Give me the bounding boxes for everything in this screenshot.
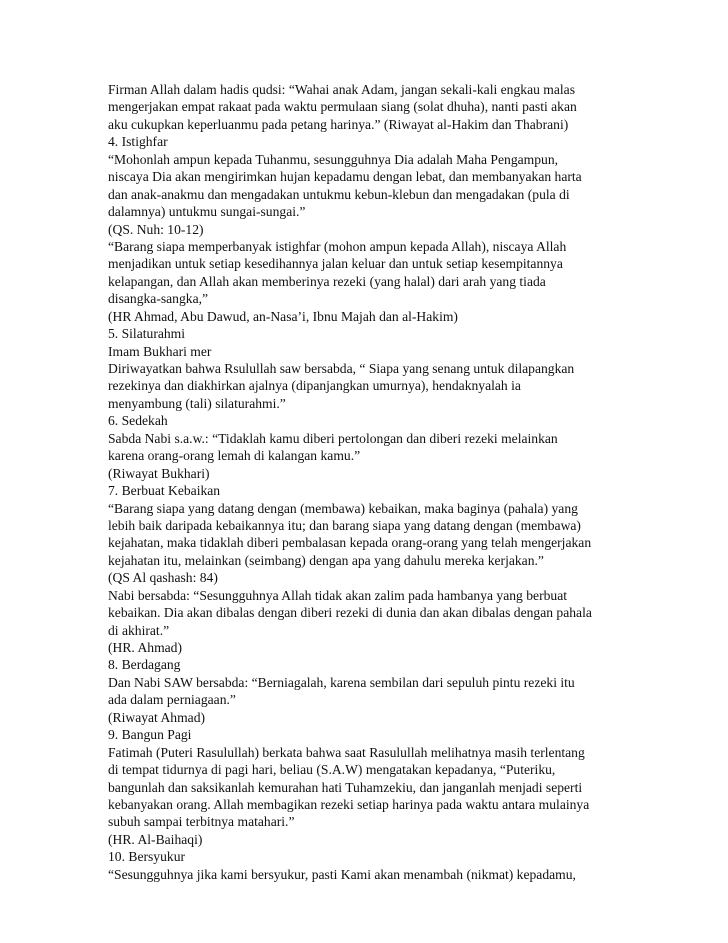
text-line: mengerjakan empat rakaat pada waktu permulaan siang (solat dhuha), nanti pasti akan: [108, 99, 577, 115]
text-line: rezekinya dan diakhirkan ajalnya (dipanjangkan umurnya), hendaknyalah ia: [108, 378, 521, 394]
text-line: 4. Istighfar: [108, 134, 168, 150]
text-line: Sabda Nabi s.a.w.: “Tidaklah kamu diberi pertolongan dan diberi rezeki melainkan: [108, 430, 558, 446]
text-line: niscaya Dia akan mengirimkan hujan kepadamu dengan lebat, dan membanyakan harta: [108, 169, 582, 185]
text-line: 7. Berbuat Kebaikan: [108, 483, 221, 499]
text-line: 9. Bangun Pagi: [108, 727, 192, 743]
text-line: di akhirat.”: [108, 622, 170, 638]
text-line: Dan Nabi SAW bersabda: “Berniagalah, karena sembilan dari sepuluh pintu rezeki itu: [108, 674, 575, 690]
text-line: 6. Sedekah: [108, 413, 168, 429]
text-line: (Riwayat Bukhari): [108, 465, 210, 481]
text-line: “Mohonlah ampun kepada Tuhanmu, sesungguhnya Dia adalah Maha Pengampun,: [108, 151, 559, 167]
text-line: bangunlah dan saksikanlah kemurahan hati Tuhamzekiu, dan janganlah menjadi seperti: [108, 779, 583, 795]
text-line: “Sesungguhnya jika kami bersyukur, pasti Kami akan menambah (nikmat) kepadamu,: [108, 866, 576, 882]
text-line: subuh sampai terbitnya matahari.”: [108, 814, 295, 830]
text-line: kejahatan itu, melainkan (seimbang) dengan apa yang dahulu mereka kerjakan.”: [108, 552, 544, 568]
text-line: menyambung (tali) silaturahmi.”: [108, 395, 286, 411]
text-line: (HR Ahmad, Abu Dawud, an-Nasa’i, Ibnu Majah dan al-Hakim): [108, 308, 458, 324]
text-line: menjadikan untuk setiap kesedihannya jalan keluar dan untuk setiap kesempitannya: [108, 256, 563, 272]
text-line: Imam Bukhari mer: [108, 343, 212, 359]
text-line: Firman Allah dalam hadis qudsi: “Wahai anak Adam, jangan sekali-kali engkau malas: [108, 82, 576, 97]
text-line: dan anak-anakmu dan mengadakan untukmu kebun-klebun dan mengadakan (pula di: [108, 186, 570, 202]
text-line: 10. Bersyukur: [108, 849, 186, 865]
text-line: Nabi bersabda: “Sesungguhnya Allah tidak akan zalim pada hambanya yang berbuat: [108, 587, 568, 603]
text-line: (Riwayat Ahmad): [108, 709, 206, 725]
text-line: di tempat tidurnya di pagi hari, beliau (S.A.W) mengatakan kepadanya, “Puteriku,: [108, 762, 556, 778]
text-line: kebaikan. Dia akan dibalas dengan diberi rezeki di dunia dan akan dibalas dengan pahala: [108, 605, 592, 621]
text-line: disangka-sangka,”: [108, 291, 209, 307]
text-line: (QS. Nuh: 10-12): [108, 221, 204, 237]
text-line: Fatimah (Puteri Rasulullah) berkata bahwa saat Rasulullah melihatnya masih terlentang: [108, 744, 585, 760]
document-body: [108, 81, 718, 883]
text-line: kelapangan, dan Allah akan memberinya rezeki (yang halal) dari arah yang tiada: [108, 273, 546, 289]
text-line: kebanyakan orang. Allah membagikan rezeki setiap harinya pada waktu antara mulainya: [108, 796, 590, 812]
text-line: 8. Berdagang: [108, 657, 181, 673]
text-line: (HR. Ahmad): [108, 640, 183, 655]
text-line: (HR. Al-Baihaqi): [108, 831, 203, 847]
text-line: Diriwayatkan bahwa Rsulullah saw bersabda, “ Siapa yang senang untuk dilapangkan: [108, 361, 575, 376]
text-line: lebih baik daripada kebaikannya itu; dan barang siapa yang datang dengan (membawa): [108, 517, 581, 533]
text-line: 5. Silaturahmi: [108, 326, 186, 342]
text-line: ada dalam perniagaan.”: [108, 692, 236, 708]
text-line: dalamnya) untukmu sungai-sungai.”: [108, 204, 306, 220]
text-line: aku cukupkan keperluanmu pada petang harinya.” (Riwayat al-Hakim dan Thabrani): [108, 116, 569, 132]
text-line: kejahatan, maka tidaklah diberi pembalasan kepada orang-orang yang telah mengerjakan: [108, 535, 592, 551]
text-line: “Barang siapa memperbanyak istighfar (mohon ampun kepada Allah), niscaya Allah: [108, 238, 567, 254]
text-line: (QS Al qashash: 84): [108, 570, 218, 586]
text-line: karena orang-orang lemah di kalangan kamu.”: [108, 448, 361, 464]
text-line: “Barang siapa yang datang dengan (membawa) kebaikan, maka baginya (pahala) yang: [108, 500, 578, 516]
